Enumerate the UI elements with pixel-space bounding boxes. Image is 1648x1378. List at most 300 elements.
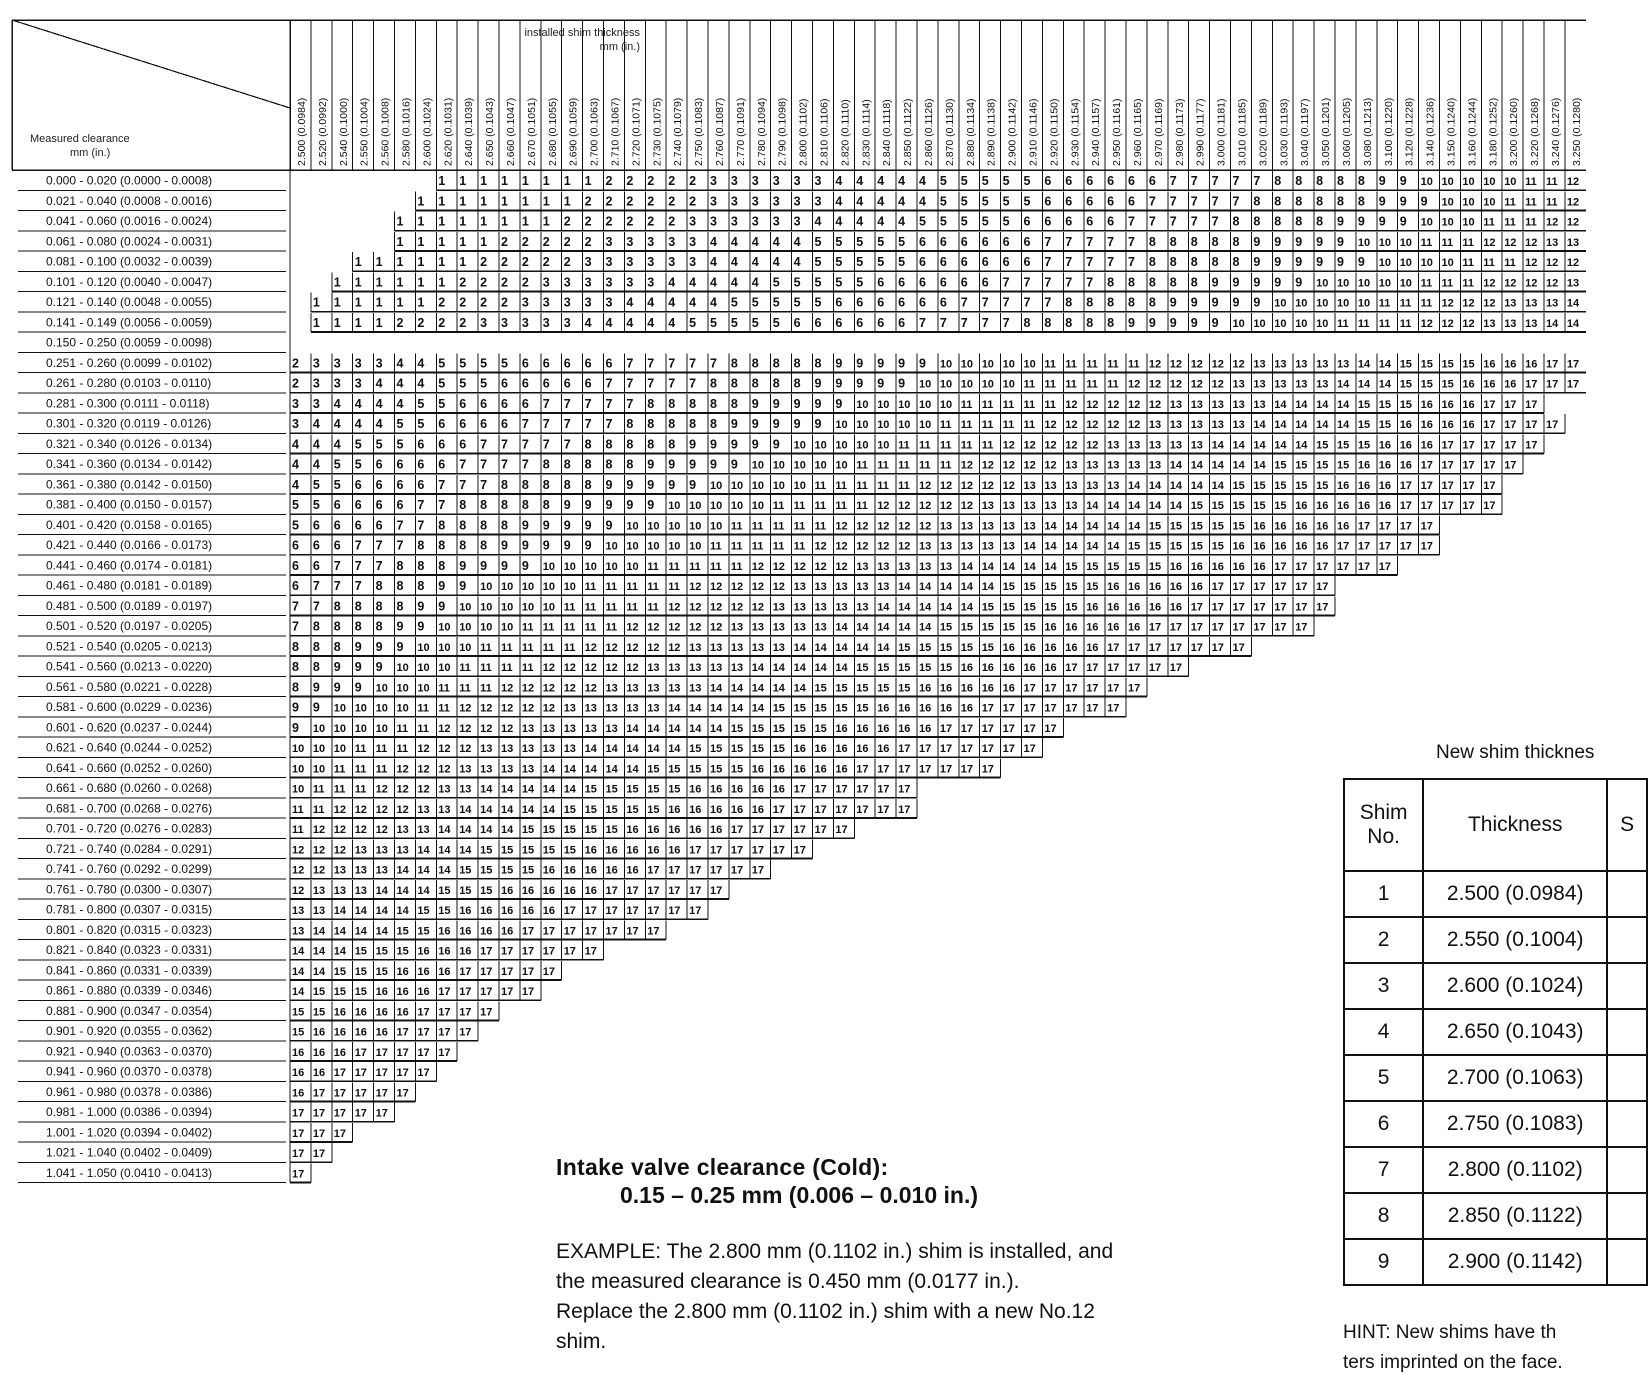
shim-number-cell: 13 <box>1002 540 1015 553</box>
clearance-range: 0.721 - 0.740 (0.0284 - 0.0291) <box>46 841 213 856</box>
shim-number-cell: 1 <box>417 275 425 290</box>
shim-number-cell: 13 <box>730 621 744 634</box>
shim-number-cell: 6 <box>1128 194 1135 209</box>
shim-number-cell: 9 <box>1253 275 1261 290</box>
shim-number-cell: 1 <box>438 275 446 290</box>
shim-number-cell: 7 <box>1190 194 1198 209</box>
shim-number-cell: 17 <box>605 925 618 938</box>
shim-number-cell: 15 <box>647 763 660 776</box>
shim-number-cell: 9 <box>856 356 864 371</box>
shim-number-cell: 17 <box>919 763 932 776</box>
shim-number-cell: 11 <box>856 459 868 472</box>
shim-number-cell: 6 <box>333 498 341 512</box>
installed-shim-label: 2.810 (0.1106) <box>818 98 831 166</box>
shim-number-cell: 9 <box>647 477 655 492</box>
shim-number-cell: 17 <box>1128 662 1141 674</box>
shim-number-cell: 9 <box>772 437 780 452</box>
installed-shim-label: 2.640 (0.1039) <box>463 97 476 166</box>
shim-number-cell: 6 <box>1023 214 1031 229</box>
shim-number-cell: 16 <box>605 864 618 877</box>
shim-number-cell: 9 <box>375 660 383 674</box>
shim-number-cell: 5 <box>375 437 383 452</box>
shim-number-cell: 16 <box>1253 560 1266 573</box>
shim-number-cell: 14 <box>647 722 660 735</box>
shim-number-cell: 13 <box>877 560 890 573</box>
shim-number-cell: 6 <box>898 315 906 330</box>
clearance-range: 0.981 - 1.000 (0.0386 - 0.0394) <box>46 1105 213 1119</box>
shim-number-cell: 10 <box>563 560 576 573</box>
shim-number-cell: 3 <box>626 234 634 249</box>
shim-number-cell: 14 <box>1232 459 1245 472</box>
shim-number-cell: 7 <box>1107 234 1115 249</box>
shim-number-cell: 15 <box>1065 601 1078 614</box>
shim-number-cell: 8 <box>542 498 550 512</box>
shim-number-cell: 9 <box>751 417 759 431</box>
shim-number-cell: 16 <box>981 682 994 695</box>
shim-number-cell: 3 <box>354 356 362 371</box>
shim-number-cell: 2 <box>647 174 655 188</box>
shim-number-cell: 16 <box>939 702 953 715</box>
shim-number-cell: 15 <box>772 743 785 755</box>
shim-number-cell: 13 <box>1232 378 1245 391</box>
shim-number-cell: 12 <box>1128 419 1141 431</box>
shim-number-cell: 15 <box>730 763 744 776</box>
installed-shim-label: 2.930 (0.1154) <box>1069 98 1082 166</box>
shim-number-cell: 17 <box>981 722 994 735</box>
shim-number-cell: 15 <box>1274 479 1287 492</box>
shim-number-cell: 9 <box>438 599 446 614</box>
shim-number-cell: 10 <box>542 581 556 593</box>
shim-number-cell: 4 <box>793 234 801 249</box>
shim-number-cell: 15 <box>751 722 765 735</box>
shim-number-cell: 17 <box>1232 641 1245 654</box>
shim-number-cell: 12 <box>396 803 409 816</box>
shim-number-cell: 5 <box>898 234 906 249</box>
shim-number-cell: 9 <box>542 538 550 553</box>
shim-number-cell: 2 <box>668 194 676 209</box>
shim-number-cell: 17 <box>1086 682 1099 695</box>
shim-number-cell: 15 <box>438 884 451 897</box>
shim-number-cell: 1 <box>480 234 488 249</box>
shim-number-cell: 11 <box>647 581 659 593</box>
shim-number-cell: 8 <box>1148 234 1156 249</box>
shim-number-cell: 4 <box>689 295 697 310</box>
shim-number-cell: 9 <box>1399 214 1407 229</box>
shim-number-cell: 17 <box>1169 662 1183 674</box>
shim-number-cell: 14 <box>814 641 827 654</box>
shim-number-cell: 8 <box>730 356 738 371</box>
shim-number-cell: 15 <box>375 965 388 978</box>
shim-number-cell: 6 <box>1065 194 1073 209</box>
installed-shim-label: 3.120 (0.1228) <box>1403 97 1416 166</box>
shim-number-cell: 15 <box>605 803 618 816</box>
shim-number-cell: 4 <box>333 396 341 411</box>
shim-number-cell: 9 <box>605 477 613 492</box>
shim-number-cell: 17 <box>1420 479 1433 492</box>
shim-number-cell: 13 <box>542 743 556 755</box>
shim-number-cell: 17 <box>1441 459 1454 472</box>
shim-number-cell: 7 <box>981 315 989 330</box>
shim-number-cell: 14 <box>521 783 535 796</box>
shim-number-cell: 13 <box>1546 297 1559 310</box>
shim-number-cell: 10 <box>751 479 765 492</box>
shim-number-cell: 7 <box>1148 194 1156 209</box>
shim-number-cell: 16 <box>1232 540 1245 553</box>
shim-number-cell: 11 <box>1462 257 1475 269</box>
shim-number-cell: 16 <box>521 884 535 897</box>
shim-number-cell: 12 <box>710 581 723 593</box>
shim-number-cell: 2 <box>521 255 529 269</box>
shim-number-cell: 10 <box>501 621 514 634</box>
cut-off-cell <box>1607 1239 1647 1285</box>
shim-number-cell: 13 <box>438 803 451 816</box>
shim-number-cell: 12 <box>1483 236 1496 249</box>
shim-number-cell: 17 <box>1295 560 1308 573</box>
shim-number-cell: 11 <box>981 439 994 452</box>
shim-number-cell: 13 <box>563 702 576 715</box>
shim-number-cell: 8 <box>1316 194 1324 209</box>
shim-number-cell: 8 <box>312 619 320 634</box>
clearance-range: 0.621 - 0.640 (0.0244 - 0.0252) <box>46 740 213 755</box>
shim-number-cell: 13 <box>730 662 744 674</box>
shim-number-cell: 15 <box>1002 601 1015 614</box>
example-line-2: the measured clearance is 0.450 mm (0.0177 in.). <box>556 1270 1020 1293</box>
shim-number-cell: 14 <box>417 844 430 857</box>
shim-number-cell: 12 <box>626 641 639 654</box>
shim-number-cell: 10 <box>438 662 451 674</box>
shim-number-cell: 12 <box>1546 257 1559 269</box>
shim-number-cell: 4 <box>605 315 613 330</box>
shim-number-cell: 14 <box>542 783 556 796</box>
clearance-range: 0.921 - 0.940 (0.0363 - 0.0370) <box>46 1044 213 1059</box>
shim-number-cell: 15 <box>1337 439 1350 452</box>
installed-shim-label: 3.010 (0.1185) <box>1236 98 1249 166</box>
shim-number-cell: 15 <box>877 662 890 674</box>
shim-number-cell: 17 <box>1420 500 1433 512</box>
shim-number-cell: 12 <box>730 601 744 614</box>
shim-number-cell: 11 <box>1357 317 1370 330</box>
shim-number-cell: 9 <box>563 498 571 512</box>
shim-number-cell: 17 <box>981 763 994 776</box>
shim-number-cell: 13 <box>542 722 556 735</box>
shim-number: 5 <box>1344 1055 1423 1101</box>
shim-number-cell: 15 <box>333 986 347 998</box>
shim-number-cell: 17 <box>459 986 472 998</box>
shim-number-cell: 11 <box>898 459 910 472</box>
shim-number-cell: 12 <box>375 803 388 816</box>
shim-number-cell: 17 <box>1483 459 1496 472</box>
shim-number-cell: 15 <box>1065 560 1078 573</box>
shim-number-cell: 14 <box>835 621 848 634</box>
shim-number-cell: 6 <box>1148 174 1156 188</box>
shim-number-cell: 9 <box>521 518 529 533</box>
shim-number-cell: 14 <box>1023 540 1036 553</box>
shim-number-cell: 6 <box>333 538 341 553</box>
shim-number-cell: 9 <box>354 639 362 654</box>
shim-number-cell: 14 <box>375 884 388 897</box>
shim-number-cell: 9 <box>480 558 488 573</box>
shim-number-cell: 5 <box>877 234 885 249</box>
shim-number-cell: 6 <box>814 315 822 330</box>
shim-number-cell: 8 <box>1107 295 1115 310</box>
shim-number-cell: 16 <box>1462 378 1475 391</box>
shim-number-cell: 7 <box>1023 275 1031 290</box>
shim-number-cell: 12 <box>542 702 556 715</box>
shim-number-cell: 13 <box>793 621 806 634</box>
shim-number-cell: 5 <box>396 417 404 431</box>
shim-number-cell: 8 <box>1232 234 1240 249</box>
shim-number-cell: 4 <box>647 295 655 310</box>
shim-number-cell: 16 <box>814 743 827 755</box>
installed-shim-label: 3.000 (0.1181) <box>1215 98 1228 166</box>
installed-shim-label: 2.820 (0.1110) <box>839 99 852 166</box>
shim-number-cell: 15 <box>605 824 618 836</box>
shim-number-cell: 5 <box>939 214 947 229</box>
shim-number-cell: 1 <box>396 234 404 249</box>
hint-text <box>1343 1318 1563 1378</box>
shim-number-cell: 15 <box>1378 419 1392 431</box>
shim-number-cell: 17 <box>521 925 535 938</box>
shim-number-cell: 17 <box>898 803 911 816</box>
shim-number-cell: 15 <box>1399 358 1412 371</box>
shim-number-cell: 1 <box>333 275 341 290</box>
shim-number-cell: 11 <box>877 459 889 472</box>
shim-number-cell: 11 <box>939 459 952 472</box>
shim-number-cell: 8 <box>1065 315 1073 330</box>
shim-number-cell: 10 <box>1399 277 1412 290</box>
shim-number-cell: 4 <box>898 194 906 209</box>
shim-number-cell: 10 <box>1357 236 1371 249</box>
clearance-range: 0.000 - 0.020 (0.0000 - 0.0008) <box>46 173 213 188</box>
shim-number-cell: 16 <box>1169 560 1183 573</box>
clearance-range: 0.761 - 0.780 (0.0300 - 0.0307) <box>46 882 213 897</box>
installed-shim-label: 2.850 (0.1122) <box>902 98 915 166</box>
shim-number-cell: 8 <box>480 518 488 533</box>
shim-number-cell: 7 <box>605 417 613 431</box>
shim-number-cell: 12 <box>1086 419 1099 431</box>
shim-number-cell: 16 <box>354 1006 367 1019</box>
shim-number-cell: 11 <box>710 560 722 573</box>
shim-number-cell: 9 <box>396 619 404 634</box>
shim-number-cell: 2 <box>689 194 697 209</box>
shim-number-cell: 8 <box>626 457 634 472</box>
new-shim-row <box>1344 1009 1647 1055</box>
shim-number-cell: 5 <box>312 498 320 512</box>
shim-number-cell: 12 <box>856 520 869 533</box>
shim-number-cell: 6 <box>584 356 592 371</box>
shim-number-cell: 8 <box>438 538 446 553</box>
shim-number-cell: 16 <box>542 884 556 897</box>
shim-number-cell: 17 <box>375 1046 388 1059</box>
shim-number-cell: 13 <box>1190 398 1203 411</box>
shim-number-cell: 15 <box>1023 581 1036 593</box>
shim-number-cell: 17 <box>751 864 765 877</box>
shim-number-cell: 5 <box>292 518 299 533</box>
shim-number-cell: 9 <box>877 376 885 391</box>
shim-number-cell: 16 <box>1065 641 1078 654</box>
shim-number-cell: 6 <box>563 356 571 371</box>
shim-number-cell: 1 <box>354 275 362 290</box>
clearance-range: 0.481 - 0.500 (0.0189 - 0.0197) <box>46 598 213 613</box>
shim-number-cell: 1 <box>542 194 550 209</box>
shim-number-cell: 15 <box>459 884 472 897</box>
shim-number-cell: 12 <box>1525 236 1538 249</box>
shim-number-cell: 15 <box>710 763 723 776</box>
shim-number-cell: 1 <box>459 255 467 269</box>
shim-number-cell: 7 <box>1211 174 1219 188</box>
shim-number-cell: 10 <box>689 540 702 553</box>
shim-number-cell: 15 <box>563 803 576 816</box>
shim-number-cell: 17 <box>1253 621 1266 634</box>
shim-number-cell: 11 <box>605 581 618 593</box>
spec-title: Intake valve clearance (Cold): <box>556 1154 889 1180</box>
shim-number-cell: 6 <box>292 579 299 593</box>
shim-number-cell: 10 <box>1253 317 1266 330</box>
shim-number-cell: 4 <box>919 194 926 209</box>
shim-number-cell: 7 <box>1148 214 1156 229</box>
shim-number-cell: 16 <box>396 986 409 998</box>
shim-number-cell: 8 <box>1065 295 1073 310</box>
shim-number-cell: 11 <box>1002 398 1015 411</box>
shim-number-cell: 13 <box>1211 419 1224 431</box>
shim-number-cell: 16 <box>689 803 702 816</box>
clearance-range: 0.461 - 0.480 (0.0181 - 0.0189) <box>46 578 213 593</box>
shim-number-cell: 8 <box>396 558 404 573</box>
shim-number-cell: 13 <box>501 743 514 755</box>
shim-number-cell: 1 <box>396 214 404 229</box>
shim-number-cell: 7 <box>626 356 634 371</box>
shim-number-cell: 16 <box>480 905 493 917</box>
shim-number-cell: 13 <box>1044 500 1057 512</box>
shim-number-cell: 6 <box>354 477 362 492</box>
shim-number-cell: 17 <box>814 803 827 816</box>
shim-number-cell: 15 <box>898 641 911 654</box>
shim-number-cell: 8 <box>1169 255 1177 269</box>
shim-number-cell: 13 <box>1023 479 1036 492</box>
shim-number-cell: 17 <box>354 1046 367 1059</box>
shim-number-cell: 12 <box>375 824 388 836</box>
example-line-4: shim. <box>556 1330 607 1353</box>
shim-number-cell: 14 <box>1128 479 1141 492</box>
shim-number-cell: 14 <box>877 621 890 634</box>
shim-number-cell: 13 <box>1002 500 1015 512</box>
shim-number-cell: 17 <box>1232 601 1245 614</box>
shim-number-cell: 5 <box>772 275 780 290</box>
shim-number-cell: 14 <box>292 986 305 998</box>
shim-number-cell: 16 <box>1483 358 1496 371</box>
installed-shim-label: 2.960 (0.1165) <box>1132 98 1145 166</box>
clearance-range: 0.341 - 0.360 (0.0134 - 0.0142) <box>46 457 213 471</box>
shim-number-cell: 17 <box>438 1026 451 1039</box>
hint-line-1: HINT: New shims have th <box>1343 1322 1557 1343</box>
shim-number-cell: 13 <box>1316 358 1329 371</box>
shim-number-cell: 14 <box>1107 520 1120 533</box>
shim-number-cell: 1 <box>375 255 383 269</box>
shim-number-cell: 15 <box>1274 459 1287 472</box>
shim-number-cell: 10 <box>333 743 347 755</box>
shim-number-cell: 17 <box>1274 621 1287 634</box>
shim-number-cell: 9 <box>1211 275 1219 290</box>
shim-thickness: 2.650 (0.1043) <box>1423 1009 1607 1055</box>
shim-number-cell: 6 <box>396 498 404 512</box>
shim-number-cell: 11 <box>793 520 806 533</box>
shim-number-cell: 8 <box>668 417 676 431</box>
shim-number-cell: 4 <box>710 275 717 290</box>
shim-number-cell: 7 <box>354 558 362 573</box>
shim-number-cell: 15 <box>1044 581 1057 593</box>
shim-number-cell: 2 <box>647 194 655 209</box>
installed-shim-label: 2.940 (0.1157) <box>1090 98 1103 166</box>
shim-number-cell: 5 <box>730 295 738 310</box>
shim-number-cell: 8 <box>1107 315 1115 330</box>
shim-number-cell: 15 <box>1337 459 1350 472</box>
shim-number-cell: 4 <box>396 376 404 391</box>
shim-number-cell: 11 <box>898 479 910 492</box>
shim-number-cell: 2 <box>501 295 508 310</box>
shim-number-cell: 17 <box>1044 702 1057 715</box>
installed-shim-label: 2.870 (0.1130) <box>943 98 956 166</box>
shim-number-cell: 14 <box>292 945 305 958</box>
shim-number-cell: 5 <box>814 255 822 269</box>
shim-number-cell: 11 <box>1044 378 1057 391</box>
shim-number-cell: 5 <box>835 275 843 290</box>
shim-number-cell: 7 <box>480 437 488 452</box>
shim-number-cell: 7 <box>459 457 467 472</box>
shim-number-cell: 17 <box>417 1026 430 1039</box>
shim-number-cell: 13 <box>668 662 681 674</box>
shim-number-cell: 13 <box>647 702 660 715</box>
cut-off-cell <box>1607 917 1647 963</box>
shim-number-cell: 8 <box>501 498 508 512</box>
shim-number-cell: 14 <box>730 702 744 715</box>
shim-number-cell: 17 <box>1546 378 1559 391</box>
shim-number-cell: 5 <box>772 295 780 310</box>
shim-number-cell: 6 <box>354 518 362 533</box>
shim-number-cell: 13 <box>1190 419 1203 431</box>
shim-number-cell: 3 <box>626 255 634 269</box>
shim-number-cell: 16 <box>1086 621 1099 634</box>
shim-number-cell: 8 <box>751 356 759 371</box>
shim-number-cell: 10 <box>312 763 326 776</box>
shim-number-cell: 13 <box>501 763 514 776</box>
shim-number-cell: 4 <box>877 214 885 229</box>
shim-number-cell: 3 <box>480 315 488 330</box>
shim-number-cell: 8 <box>375 579 383 593</box>
shim-number-cell: 12 <box>856 540 869 553</box>
shim-number-cell: 16 <box>501 905 514 917</box>
shim-number-cell: 11 <box>856 479 868 492</box>
shim-number-cell: 10 <box>1337 297 1350 310</box>
shim-number-cell: 13 <box>1525 297 1538 310</box>
shim-number-cell: 17 <box>1190 621 1203 634</box>
shim-number-cell: 1 <box>459 174 467 188</box>
shim-number-cell: 14 <box>1107 540 1120 553</box>
shim-number-cell: 2 <box>459 275 467 290</box>
shim-number-cell: 12 <box>605 662 618 674</box>
shim-number-cell: 14 <box>1274 419 1287 431</box>
shim-number-cell: 17 <box>542 945 556 958</box>
shim-number-cell: 1 <box>354 295 362 310</box>
shim-number-cell: 12 <box>1483 277 1496 290</box>
shim-number-cell: 10 <box>856 398 869 411</box>
installed-shim-label: 3.100 (0.1220) <box>1382 97 1395 166</box>
clearance-range: 0.301 - 0.320 (0.0119 - 0.0126) <box>46 416 212 431</box>
header-diagonal <box>12 20 290 108</box>
shim-number-cell: 3 <box>521 315 529 330</box>
measured-clearance-header <box>30 132 230 160</box>
shim-number-cell: 7 <box>1211 194 1219 209</box>
shim-number-cell: 17 <box>835 783 848 796</box>
